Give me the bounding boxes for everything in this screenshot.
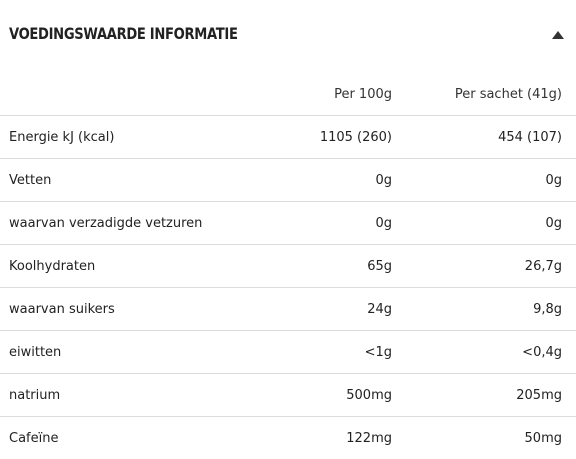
nutrient-label: Cafeïne <box>0 417 272 459</box>
table-row <box>0 288 576 331</box>
value-per-sachet: 205mg <box>392 374 576 417</box>
section-title: VOEDINGSWAARDE INFORMATIE <box>9 24 238 43</box>
column-header-nutrient <box>0 73 272 116</box>
value-per-100g: 122mg <box>272 417 392 459</box>
nutrient-label: eiwitten <box>0 331 272 374</box>
value-per-100g: 500mg <box>272 374 392 417</box>
value-per-sachet: <0,4g <box>392 331 576 374</box>
table-row <box>0 331 576 374</box>
value-per-100g: 0g <box>272 159 392 202</box>
value-per-100g: 1105 (260) <box>272 116 392 159</box>
table-row <box>0 116 576 159</box>
nutrient-label: Vetten <box>0 159 272 202</box>
value-per-100g: 0g <box>272 202 392 245</box>
table-row <box>0 159 576 202</box>
value-per-100g: 24g <box>272 288 392 331</box>
table-row <box>0 202 576 245</box>
table-row <box>0 417 576 459</box>
value-per-sachet: 26,7g <box>392 245 576 288</box>
value-per-sachet: 0g <box>392 202 576 245</box>
table-header-row <box>0 73 576 116</box>
value-per-sachet: 454 (107) <box>392 116 576 159</box>
nutrient-label: waarvan suikers <box>0 288 272 331</box>
nutrient-label: Koolhydraten <box>0 245 272 288</box>
nutrition-table <box>0 73 576 459</box>
column-header-per-sachet: Per sachet (41g) <box>392 73 576 116</box>
nutrient-label: natrium <box>0 374 272 417</box>
value-per-sachet: 0g <box>392 159 576 202</box>
value-per-100g: <1g <box>272 331 392 374</box>
chevron-up-icon[interactable] <box>550 27 566 43</box>
value-per-100g: 65g <box>272 245 392 288</box>
table-row <box>0 245 576 288</box>
value-per-sachet: 50mg <box>392 417 576 459</box>
column-header-per-100g: Per 100g <box>272 73 392 116</box>
accordion-header[interactable] <box>0 0 576 70</box>
nutrient-label: waarvan verzadigde vetzuren <box>0 202 272 245</box>
table-row <box>0 374 576 417</box>
value-per-sachet: 9,8g <box>392 288 576 331</box>
nutrient-label: Energie kJ (kcal) <box>0 116 272 159</box>
